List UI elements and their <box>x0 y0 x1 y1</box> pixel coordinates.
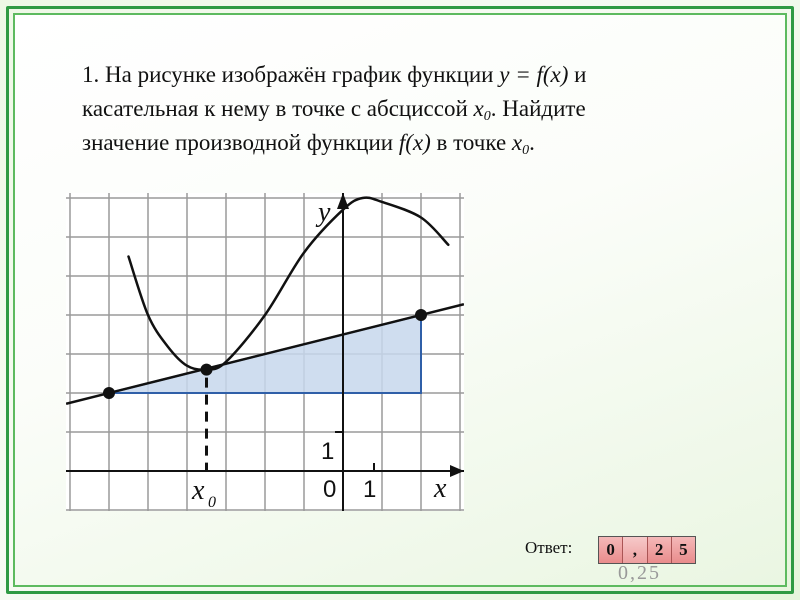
problem-line-1 <box>82 58 722 92</box>
problem-text-part: 1. На рисунке изображён график функции <box>82 62 500 87</box>
x-axis-label: x <box>434 473 447 504</box>
problem-text-part: касательная к нему в точке с абсциссой <box>82 96 474 121</box>
answer-digit[interactable]: 5 <box>672 537 695 563</box>
variable-x: x <box>511 130 523 155</box>
problem-line-2 <box>82 92 722 126</box>
function-graph <box>66 193 464 511</box>
tangency-point <box>201 364 213 376</box>
answer-box[interactable] <box>598 536 696 564</box>
answer-label: Ответ: <box>525 538 573 557</box>
problem-text <box>82 58 722 160</box>
subscript: 0 <box>522 143 530 158</box>
problem-text-part: и <box>568 62 587 87</box>
x0-label: x <box>192 475 205 506</box>
x0-subscript: 0 <box>208 494 216 511</box>
origin-label: 0 <box>323 476 337 503</box>
problem-text-part: в точке <box>430 130 512 155</box>
tangent-point-right <box>415 309 427 321</box>
subscript: 0 <box>483 109 491 124</box>
tangent-point-left <box>103 387 115 399</box>
answer-digit[interactable]: 2 <box>648 537 672 563</box>
problem-text-part: . Найдите <box>490 96 586 121</box>
function-notation: f(x) <box>398 130 431 155</box>
function-notation: y = f(x) <box>499 62 569 87</box>
answer-digit[interactable]: 0 <box>599 537 623 563</box>
problem-text-part: . <box>529 130 535 155</box>
x-unit-label: 1 <box>363 476 377 503</box>
answer-reflection: 0,25 <box>618 562 661 584</box>
answer-digit[interactable]: , <box>623 537 647 563</box>
problem-line-3 <box>82 126 722 160</box>
y-unit-label: 1 <box>321 438 335 465</box>
problem-text-part: значение производной функции <box>82 130 399 155</box>
variable-x: x <box>473 96 484 121</box>
y-axis-label: y <box>318 197 331 228</box>
